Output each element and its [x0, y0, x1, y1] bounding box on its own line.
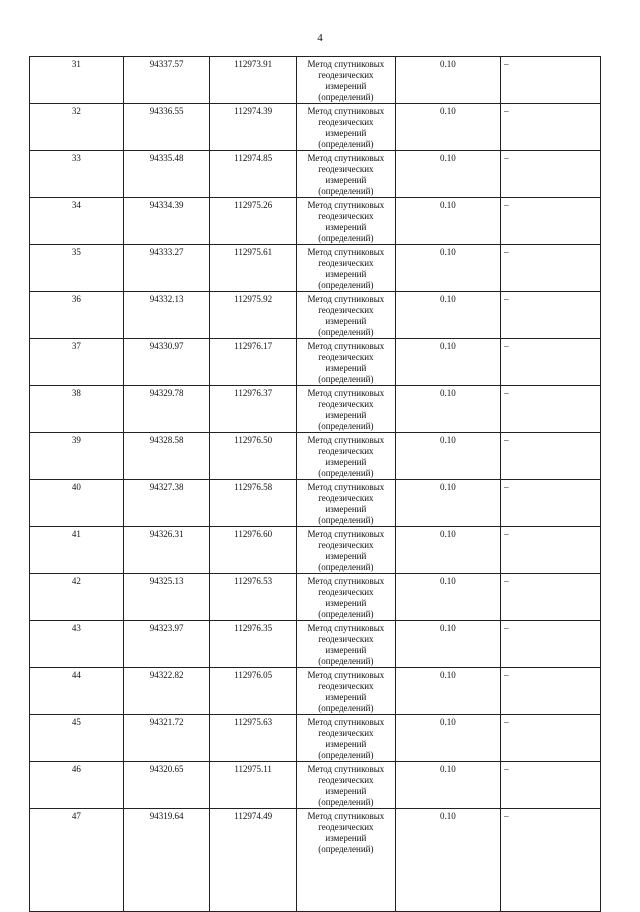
- accuracy-cell: 0.10: [395, 527, 500, 574]
- coordinate-x: 94320.65: [123, 762, 210, 809]
- description-cell: –: [500, 433, 600, 480]
- table-row: [30, 762, 601, 809]
- coordinate-y: 112974.39: [210, 104, 297, 151]
- coordinate-x: 94335.48: [123, 151, 210, 198]
- description-cell: –: [500, 621, 600, 668]
- table-row: [30, 527, 601, 574]
- coordinate-x: 94327.38: [123, 480, 210, 527]
- coordinate-x: 94336.55: [123, 104, 210, 151]
- method-cell: Метод спутниковых геодезических измерений (определений): [296, 809, 395, 912]
- table-row: [30, 715, 601, 762]
- accuracy-cell: 0.10: [395, 104, 500, 151]
- coordinate-y: 112975.26: [210, 198, 297, 245]
- accuracy-cell: 0.10: [395, 715, 500, 762]
- table-row: [30, 151, 601, 198]
- table-row: [30, 574, 601, 621]
- coordinate-x: 94321.72: [123, 715, 210, 762]
- coordinate-y: 112976.17: [210, 339, 297, 386]
- description-cell: –: [500, 245, 600, 292]
- point-number: 38: [30, 386, 124, 433]
- coordinate-y: 112976.50: [210, 433, 297, 480]
- description-cell: –: [500, 339, 600, 386]
- coordinate-x: 94325.13: [123, 574, 210, 621]
- table-row: [30, 104, 601, 151]
- method-cell: Метод спутниковых геодезических измерений (определений): [296, 245, 395, 292]
- coordinate-y: 112976.35: [210, 621, 297, 668]
- description-cell: –: [500, 762, 600, 809]
- point-number: 46: [30, 762, 124, 809]
- accuracy-cell: 0.10: [395, 245, 500, 292]
- accuracy-cell: 0.10: [395, 198, 500, 245]
- coordinate-x: 94322.82: [123, 668, 210, 715]
- accuracy-cell: 0.10: [395, 292, 500, 339]
- point-number: 35: [30, 245, 124, 292]
- description-cell: –: [500, 480, 600, 527]
- table-row: [30, 668, 601, 715]
- table-row: [30, 386, 601, 433]
- page-number: 4: [317, 32, 323, 44]
- accuracy-cell: 0.10: [395, 668, 500, 715]
- coordinates-table-body: [30, 57, 601, 912]
- method-cell: Метод спутниковых геодезических измерений (определений): [296, 386, 395, 433]
- point-number: 32: [30, 104, 124, 151]
- point-number: 42: [30, 574, 124, 621]
- method-cell: Метод спутниковых геодезических измерений (определений): [296, 574, 395, 621]
- accuracy-cell: 0.10: [395, 762, 500, 809]
- accuracy-cell: 0.10: [395, 57, 500, 104]
- accuracy-cell: 0.10: [395, 339, 500, 386]
- table-row: [30, 57, 601, 104]
- accuracy-cell: 0.10: [395, 621, 500, 668]
- method-cell: Метод спутниковых геодезических измерений (определений): [296, 621, 395, 668]
- coordinate-y: 112976.37: [210, 386, 297, 433]
- coordinate-y: 112976.60: [210, 527, 297, 574]
- point-number: 36: [30, 292, 124, 339]
- coordinate-y: 112974.85: [210, 151, 297, 198]
- method-cell: Метод спутниковых геодезических измерений (определений): [296, 433, 395, 480]
- description-cell: –: [500, 198, 600, 245]
- coordinate-y: 112976.58: [210, 480, 297, 527]
- coordinates-table: [29, 56, 601, 912]
- coordinate-x: 94326.31: [123, 527, 210, 574]
- point-number: 34: [30, 198, 124, 245]
- point-number: 37: [30, 339, 124, 386]
- table-row: [30, 809, 601, 912]
- table-row: [30, 480, 601, 527]
- point-number: 40: [30, 480, 124, 527]
- description-cell: –: [500, 574, 600, 621]
- description-cell: –: [500, 292, 600, 339]
- point-number: 39: [30, 433, 124, 480]
- coordinate-x: 94334.39: [123, 198, 210, 245]
- table-row: [30, 245, 601, 292]
- description-cell: –: [500, 668, 600, 715]
- point-number: 33: [30, 151, 124, 198]
- coordinate-y: 112975.92: [210, 292, 297, 339]
- description-cell: –: [500, 386, 600, 433]
- method-cell: Метод спутниковых геодезических измерений (определений): [296, 151, 395, 198]
- method-cell: Метод спутниковых геодезических измерений (определений): [296, 292, 395, 339]
- description-cell: –: [500, 809, 600, 912]
- table-row: [30, 339, 601, 386]
- coordinate-y: 112973.91: [210, 57, 297, 104]
- coordinate-x: 94328.58: [123, 433, 210, 480]
- method-cell: Метод спутниковых геодезических измерений (определений): [296, 57, 395, 104]
- description-cell: –: [500, 151, 600, 198]
- table-row: [30, 198, 601, 245]
- accuracy-cell: 0.10: [395, 809, 500, 912]
- coordinate-x: 94337.57: [123, 57, 210, 104]
- coordinate-y: 112975.11: [210, 762, 297, 809]
- accuracy-cell: 0.10: [395, 386, 500, 433]
- coordinate-y: 112974.49: [210, 809, 297, 912]
- coordinate-x: 94332.13: [123, 292, 210, 339]
- coordinate-x: 94319.64: [123, 809, 210, 912]
- coordinate-y: 112976.53: [210, 574, 297, 621]
- method-cell: Метод спутниковых геодезических измерений (определений): [296, 762, 395, 809]
- description-cell: –: [500, 715, 600, 762]
- accuracy-cell: 0.10: [395, 480, 500, 527]
- method-cell: Метод спутниковых геодезических измерений (определений): [296, 339, 395, 386]
- description-cell: –: [500, 104, 600, 151]
- table-row: [30, 292, 601, 339]
- point-number: 44: [30, 668, 124, 715]
- accuracy-cell: 0.10: [395, 151, 500, 198]
- method-cell: Метод спутниковых геодезических измерений (определений): [296, 527, 395, 574]
- method-cell: Метод спутниковых геодезических измерений (определений): [296, 480, 395, 527]
- coordinate-y: 112976.05: [210, 668, 297, 715]
- description-cell: –: [500, 57, 600, 104]
- point-number: 43: [30, 621, 124, 668]
- coordinate-y: 112975.63: [210, 715, 297, 762]
- point-number: 45: [30, 715, 124, 762]
- method-cell: Метод спутниковых геодезических измерений (определений): [296, 668, 395, 715]
- method-cell: Метод спутниковых геодезических измерений (определений): [296, 104, 395, 151]
- table-row: [30, 433, 601, 480]
- coordinate-y: 112975.61: [210, 245, 297, 292]
- accuracy-cell: 0.10: [395, 574, 500, 621]
- description-cell: –: [500, 527, 600, 574]
- method-cell: Метод спутниковых геодезических измерений (определений): [296, 198, 395, 245]
- accuracy-cell: 0.10: [395, 433, 500, 480]
- table-row: [30, 621, 601, 668]
- point-number: 41: [30, 527, 124, 574]
- method-cell: Метод спутниковых геодезических измерений (определений): [296, 715, 395, 762]
- coordinate-x: 94330.97: [123, 339, 210, 386]
- coordinate-x: 94329.78: [123, 386, 210, 433]
- point-number: 31: [30, 57, 124, 104]
- coordinate-x: 94333.27: [123, 245, 210, 292]
- coordinate-x: 94323.97: [123, 621, 210, 668]
- point-number: 47: [30, 809, 124, 912]
